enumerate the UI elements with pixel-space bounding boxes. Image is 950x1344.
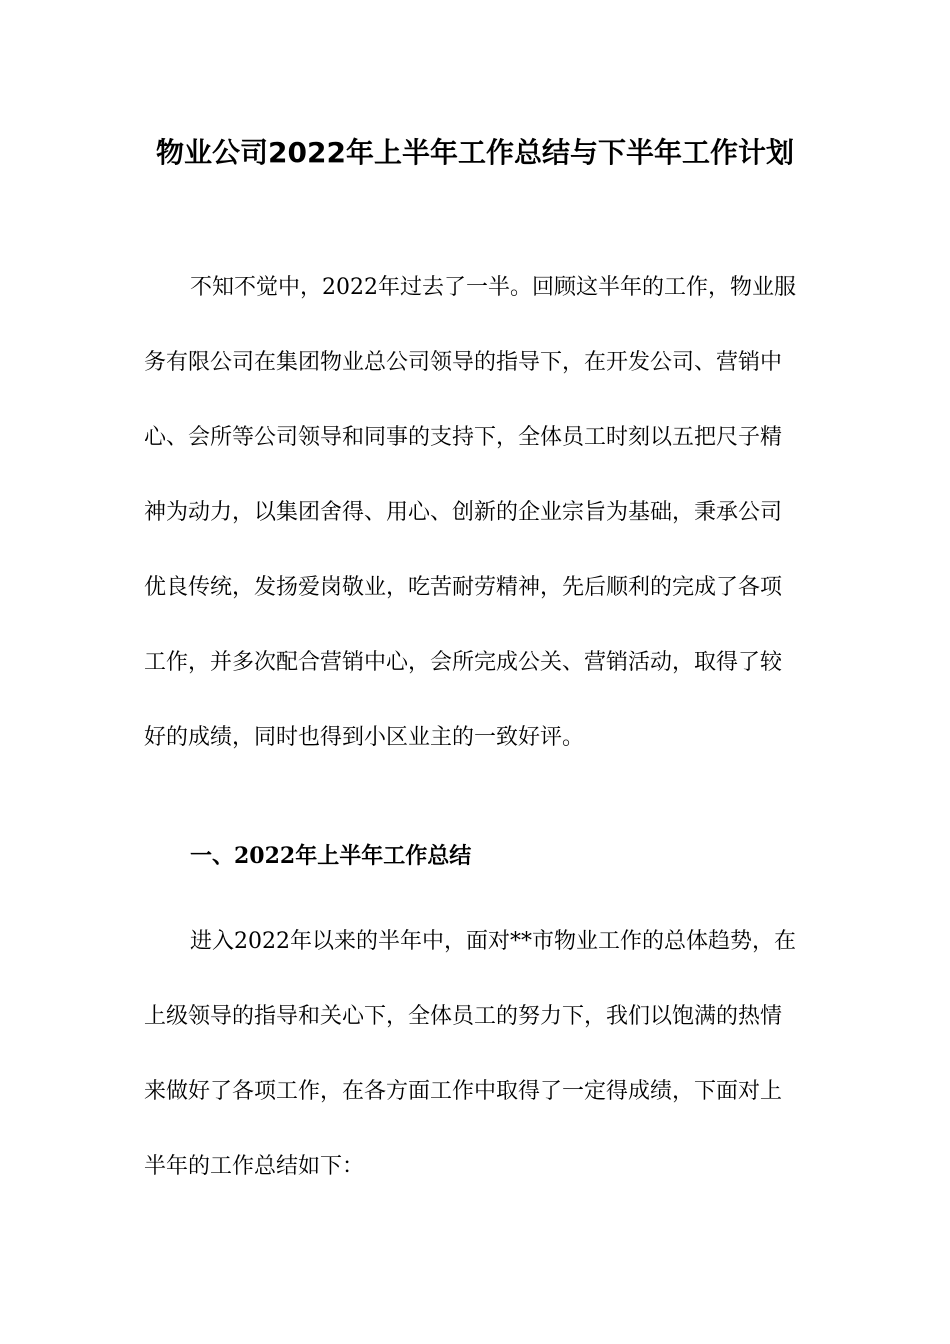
document-title: 物业公司2022年上半年工作总结与下半年工作计划 [156,136,794,169]
intro-paragraph [144,250,804,775]
section-heading: 一、2022年上半年工作总结 [190,843,472,869]
paragraph-line: 进入2022年以来的半年中，面对**市物业工作的总体趋势，在 [190,929,796,954]
paragraph-line: 神为动力，以集团舍得、用心、创新的企业宗旨为基础，秉承公司 [144,500,783,525]
paragraph-line: 务有限公司在集团物业总公司领导的指导下，在开发公司、营销中 [144,350,783,375]
paragraph-line: 优良传统，发扬爱岗敬业，吃苦耐劳精神，先后顺利的完成了各项 [144,575,783,600]
paragraph-line: 来做好了各项工作，在各方面工作中取得了一定得成绩，下面对上 [144,1079,783,1104]
section1-paragraph [144,904,804,1204]
paragraph-line: 工作，并多次配合营销中心，会所完成公关、营销活动，取得了较 [144,650,783,675]
paragraph-line: 上级领导的指导和关心下，全体员工的努力下，我们以饱满的热情 [144,1004,783,1029]
paragraph-line: 半年的工作总结如下： [144,1154,365,1179]
paragraph-line: 心、会所等公司领导和同事的支持下，全体员工时刻以五把尺子精 [144,425,783,450]
paragraph-line: 不知不觉中，2022年过去了一半。回顾这半年的工作，物业服 [190,275,796,300]
paragraph-line: 好的成绩，同时也得到小区业主的一致好评。 [144,725,585,750]
